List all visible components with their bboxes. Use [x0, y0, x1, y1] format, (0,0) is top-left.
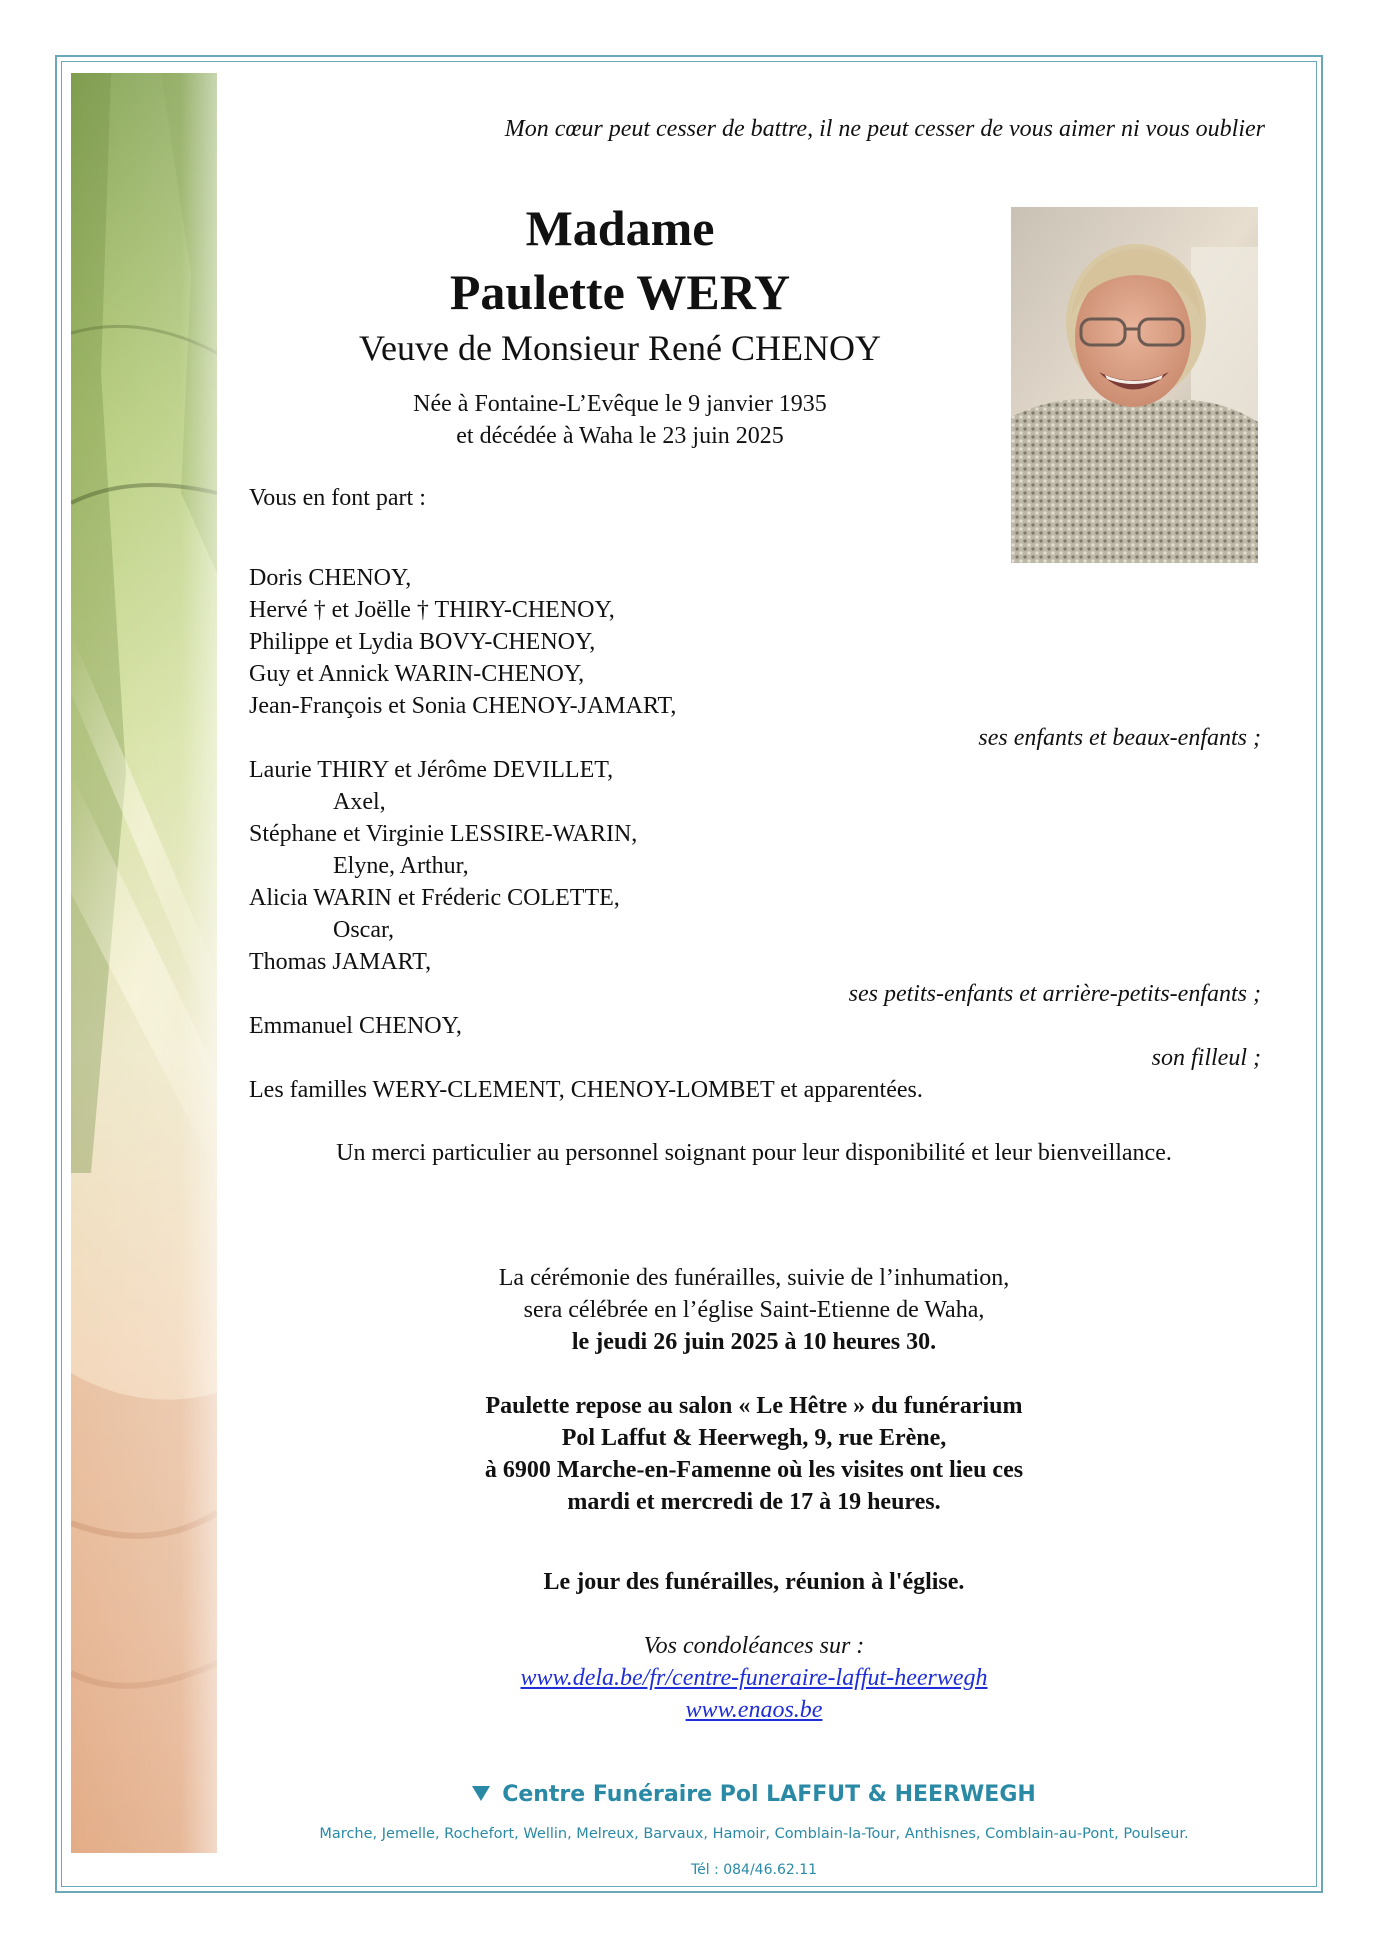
funeral-home-title	[250, 1782, 1258, 1807]
grandchildren-label: ses petits-enfants et arrière-petits-enfants ;	[848, 981, 1261, 1007]
thanks-text: Un merci particulier au personnel soignant pour leur disponibilité et leur bienveillance.	[336, 1140, 1172, 1166]
condolences-link-enaos[interactable]: www.enaos.be	[685, 1697, 823, 1723]
grandchild-line-1: Laurie THIRY et Jérôme DEVILLET,	[249, 757, 614, 783]
grandchild-line-6: Oscar,	[333, 917, 395, 943]
grandchild-line-3: Stéphane et Virginie LESSIRE-WARIN,	[249, 821, 638, 847]
visitation-line-4: mardi et mercredi de 17 à 19 heures.	[567, 1489, 941, 1515]
funeral-home-name: Centre Funéraire Pol LAFFUT & HEERWEGH	[502, 1782, 1036, 1807]
honorific: Madame	[525, 200, 715, 256]
visitation-line-2: Pol Laffut & Heerwegh, 9, rue Erène,	[561, 1425, 947, 1451]
funeral-home-towns: Marche, Jemelle, Rochefort, Wellin, Melreux, Barvaux, Hamoir, Comblain-la-Tour, Anthisnes, Comblain-au-Pont, Poulseur.	[319, 1826, 1189, 1842]
families-text: Les familles WERY-CLEMENT, CHENOY-LOMBET et apparentées.	[249, 1077, 923, 1103]
deceased-name: Paulette WERY	[449, 264, 791, 320]
widow-of: Veuve de Monsieur René CHENOY	[359, 328, 881, 368]
triangle-down-icon	[472, 1786, 490, 1801]
epigraph: Mon cœur peut cesser de battre, il ne peut cesser de vous aimer ni vous oublier	[504, 116, 1265, 142]
child-3: Philippe et Lydia BOVY-CHENOY,	[249, 629, 596, 655]
condolences-link-dela[interactable]: www.dela.be/fr/centre-funeraire-laffut-heerwegh	[520, 1665, 988, 1691]
child-2: Hervé † et Joëlle † THIRY-CHENOY,	[249, 597, 615, 623]
birth-info: Née à Fontaine-L’Evêque le 9 janvier 1935	[413, 391, 827, 417]
child-4: Guy et Annick WARIN-CHENOY,	[249, 661, 585, 687]
forest-path-image	[71, 73, 217, 1853]
funeral-home-phone: Tél : 084/46.62.11	[690, 1862, 818, 1878]
child-1: Doris CHENOY,	[249, 565, 412, 591]
ceremony-date: le jeudi 26 juin 2025 à 10 heures 30.	[571, 1329, 937, 1355]
child-5: Jean-François et Sonia CHENOY-JAMART,	[249, 693, 677, 719]
ceremony-line-2: sera célébrée en l’église Saint-Etienne de Waha,	[523, 1297, 985, 1323]
godson-name: Emmanuel CHENOY,	[249, 1013, 462, 1039]
intro-text: Vous en font part :	[249, 485, 426, 511]
grandchild-line-2: Axel,	[333, 789, 386, 815]
visitation-line-1: Paulette repose au salon « Le Hêtre » du funérarium	[485, 1393, 1023, 1419]
meeting-text: Le jour des funérailles, réunion à l'église.	[543, 1569, 965, 1595]
visitation-line-3: à 6900 Marche-en-Famenne où les visites ont lieu ces	[484, 1457, 1024, 1483]
godson-label: son filleul ;	[1151, 1045, 1261, 1071]
death-info: et décédée à Waha le 23 juin 2025	[456, 423, 784, 449]
grandchild-line-5: Alicia WARIN et Fréderic COLETTE,	[249, 885, 620, 911]
portrait-photo	[1011, 207, 1258, 563]
ceremony-line-1: La cérémonie des funérailles, suivie de l’inhumation,	[498, 1265, 1010, 1291]
children-label: ses enfants et beaux-enfants ;	[978, 725, 1261, 751]
grandchild-line-7: Thomas JAMART,	[249, 949, 432, 975]
grandchild-line-4: Elyne, Arthur,	[333, 853, 469, 879]
condolences-label: Vos condoléances sur :	[643, 1633, 865, 1659]
